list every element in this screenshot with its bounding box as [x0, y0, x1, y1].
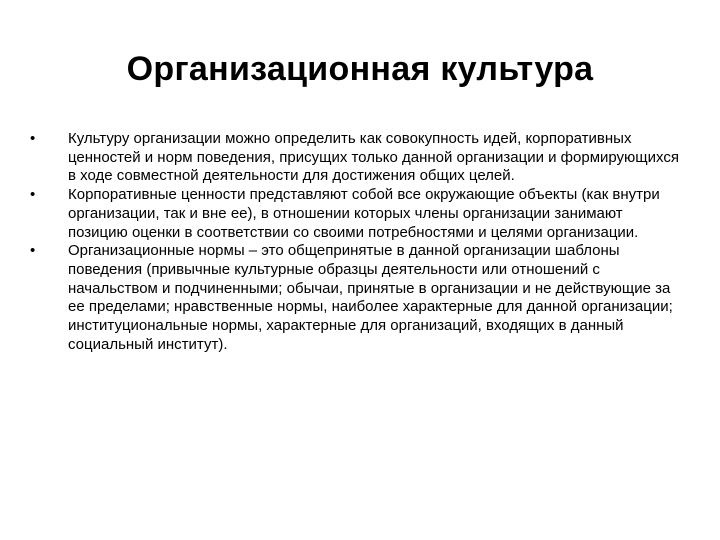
bullet-marker: •	[30, 130, 36, 147]
definition-culture: можно определить как совокупность идей, корпоративных ценностей и норм поведения, присущих только данной организации и формирующихся в ходе совместной деятельности для достижения общих целей.	[68, 130, 679, 185]
term-culture: Культуру организации	[68, 130, 221, 147]
term-values: Корпоративные ценности	[68, 186, 246, 204]
definition-norms: – это общепринятые в данной организации шаблоны поведения (привычные культурные образцы деятельности или отношений с начальством и подчиненными; обычаи, принятые в организации и не действующие за ее пределами; нравственные нормы, наиболее характерные для данной организации; институциональные нормы, характерные для организаций, входящих в данный социальный институт).	[68, 242, 673, 353]
bullet-marker: •	[30, 242, 36, 260]
bullet-item-culture	[30, 130, 680, 186]
bullet-marker: •	[30, 186, 36, 204]
definition-values: представляют собой все окружающие объекты (как внутри организации, так и вне ее), в отношении которых члены организации занимают позицию оценки в соответствии со своими потребностями и целями организации.	[68, 186, 660, 241]
slide-title: Организационная культура	[126, 50, 594, 88]
bullet-item-values	[30, 186, 680, 242]
bullet-list	[30, 130, 680, 354]
term-norms: Организационные нормы	[68, 242, 245, 260]
bullet-item-norms	[30, 242, 680, 354]
